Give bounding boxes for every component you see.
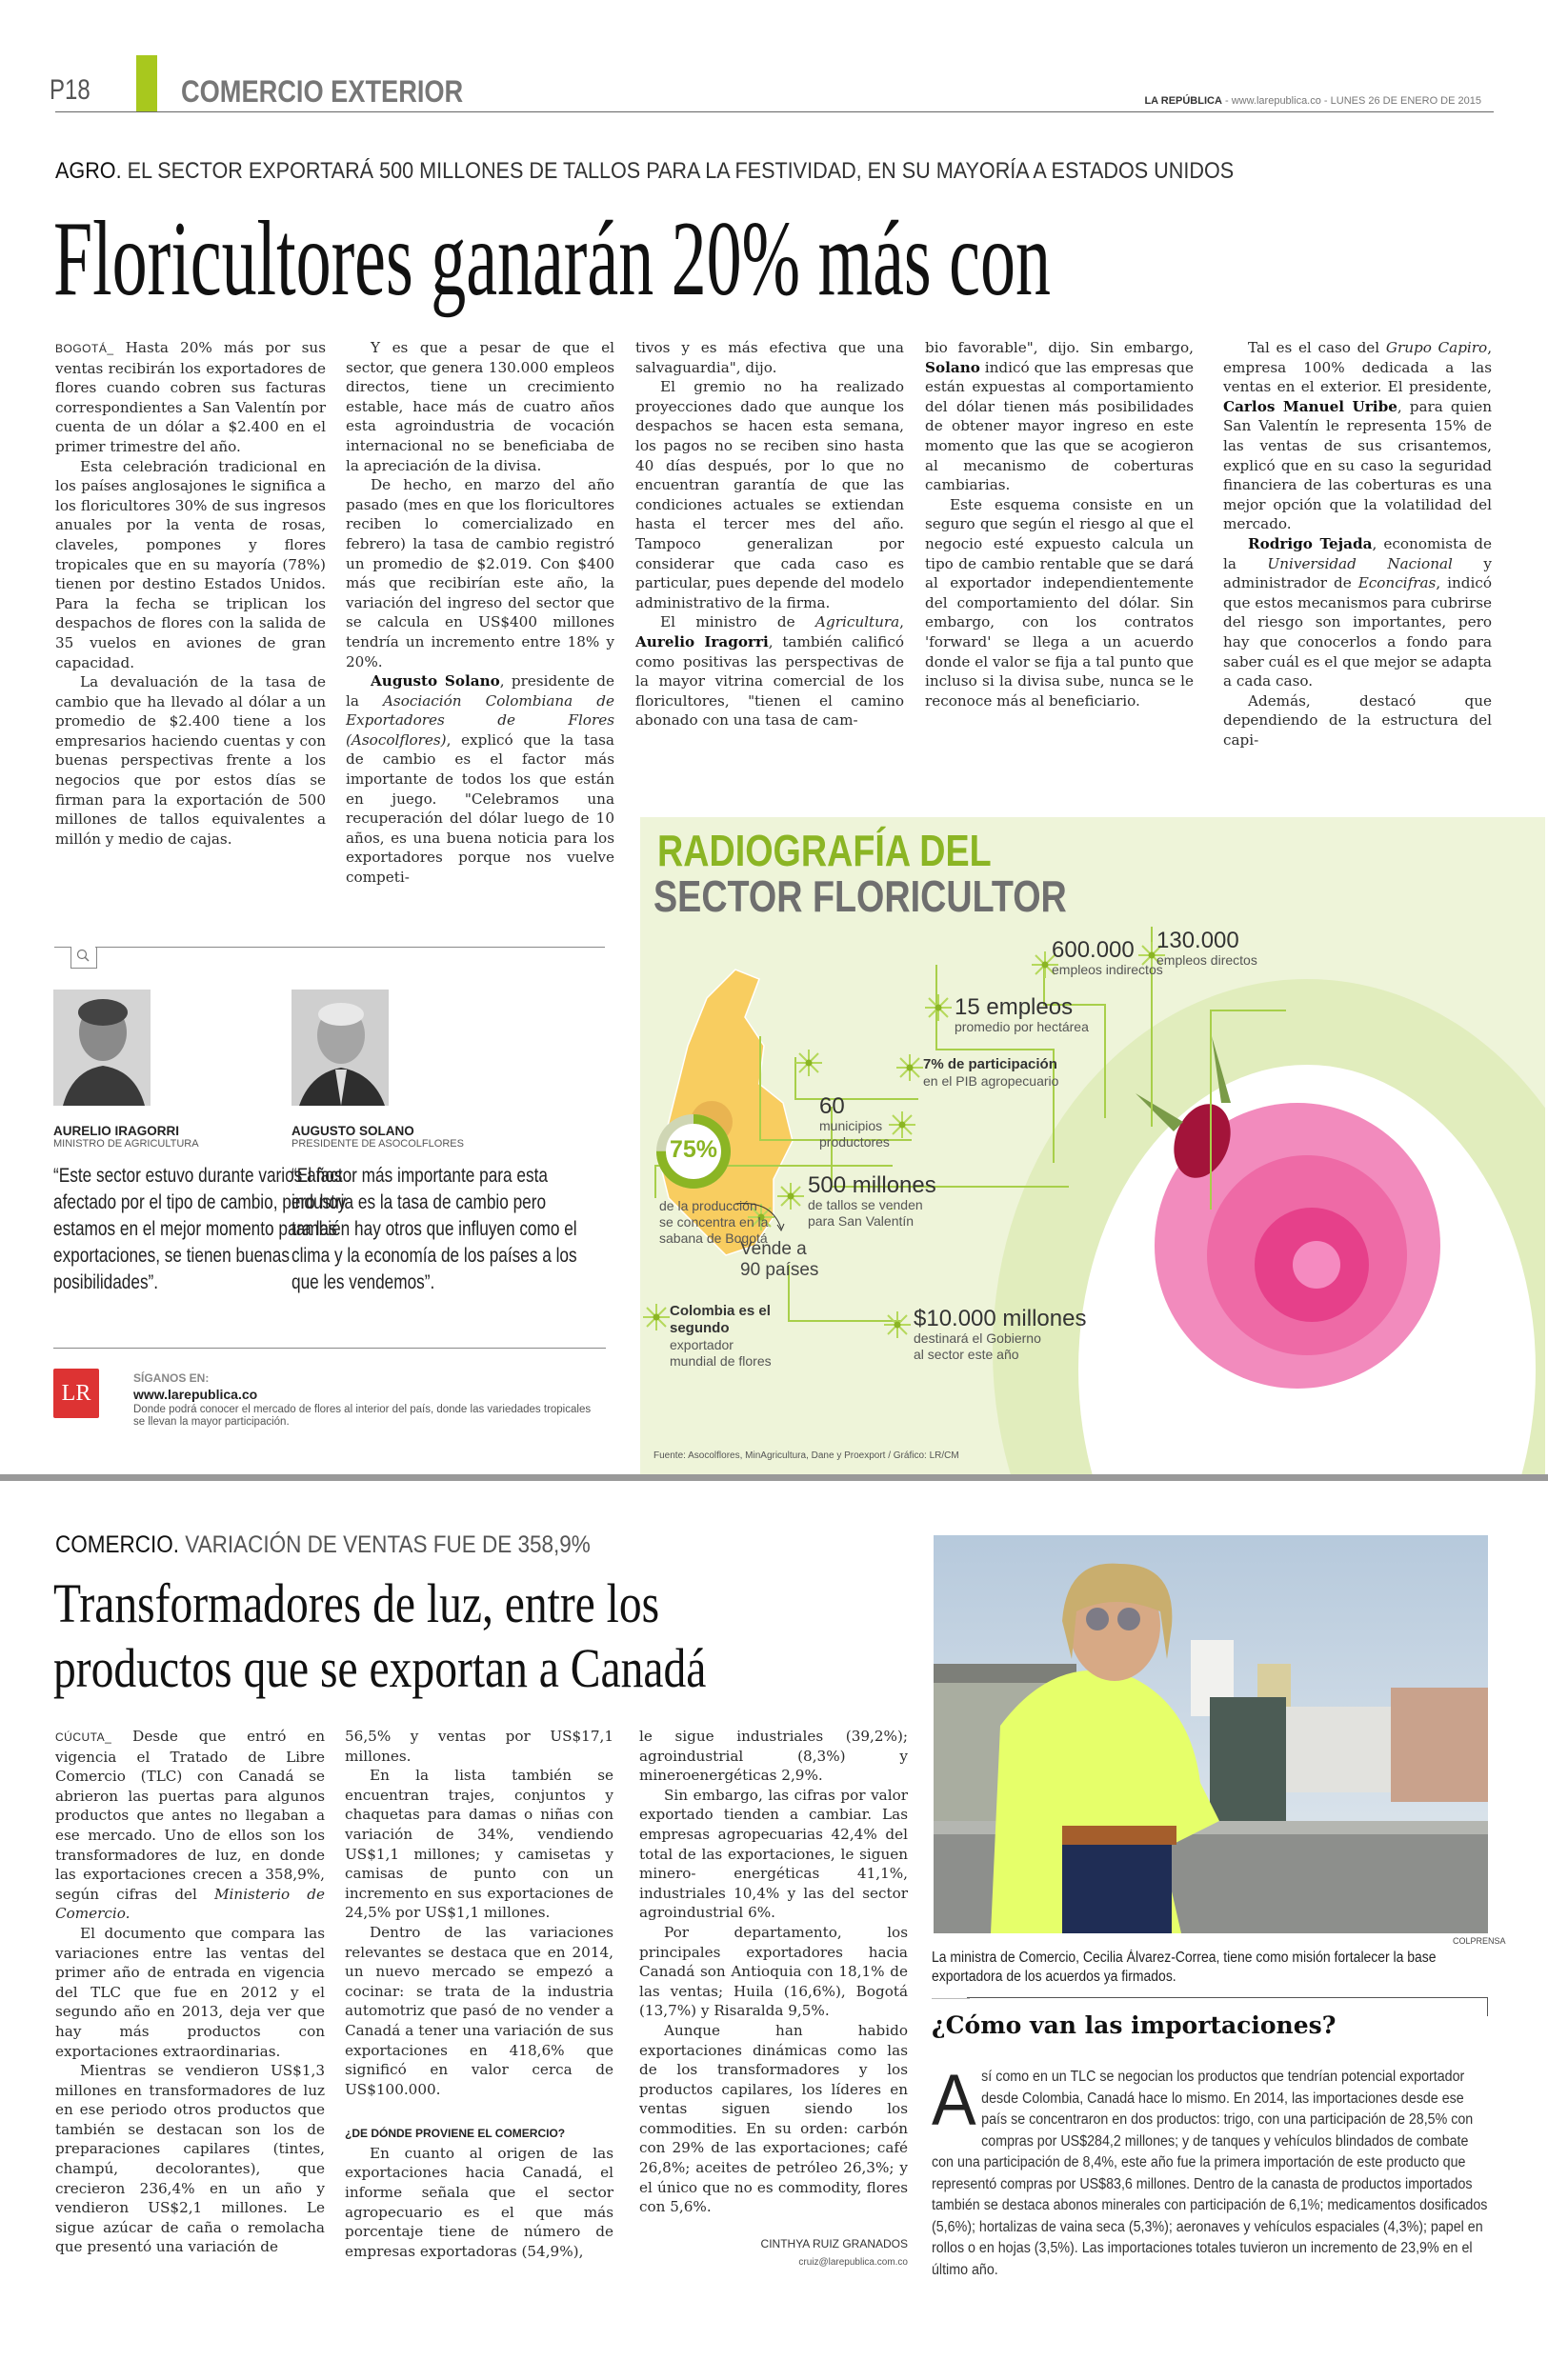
paragraph: Además, destacó que dependiendo de la estructura del capi- (1223, 691, 1492, 749)
stat-label: empleos directos (1156, 952, 1257, 968)
stat-value: 130.000 (1156, 928, 1239, 953)
stat-value: segundo (670, 1320, 730, 1336)
author-email[interactable]: cruiz@larepublica.com.co (798, 2257, 908, 2269)
article2-headline (53, 1571, 706, 1701)
article1-headline: Floricultores ganarán 20% más con (53, 200, 1051, 318)
box-rule-corner (1487, 1997, 1488, 2016)
text-run: bio favorable", dijo. Sin embargo, (925, 339, 1194, 356)
publication-meta: LA REPÚBLICA - www.larepublica.co - LUNES 26 DE ENERO DE 2015 (1144, 95, 1481, 107)
text-run: El ministro de (660, 613, 816, 631)
article2-column-2 (345, 1727, 613, 2261)
paragraph: Y es que a pesar de que el sector, que genera 130.000 empleos directos, tiene un crecimiento estable, hace más de cuatro años esta agroindustria de vocación internacional no se beneficiaba de la apreciación de la divisa. (346, 339, 614, 474)
text-run: que están expuestas al comportamiento del dólar tienen más posibilidades de obtener mayor ingreso en este momento que las que se acogieron al mecanismo de coberturas cambiarias. (925, 358, 1194, 494)
person-name: Augusto Solano (371, 672, 500, 690)
stat-value: 600.000 (1052, 937, 1135, 963)
text-run: indicó que las empresas (979, 358, 1162, 376)
paragraph: En la lista también se encuentran trajes, conjuntos y chaquetas para damas o niñas con variación de 34%, vendiendo US$1,1 millones; y camisetas y camisas de punto con un incremento en sus exportaciones de 24,5% por US$1,1 millones. (345, 1767, 613, 1922)
paragraph: Mientras se vendieron US$1,3 millones en transformadores de luz en ese periodo otros productos que también se destacan son los de preparaciones capilares (tintes, champú, decolorantes), que crecieron 236,4% en un año y vendieron US$2,1 millones. Le sigue azúcar de caña o remolacha que presentó una variación de (55, 2062, 325, 2256)
paragraph (1223, 338, 1492, 534)
photo-credit: COLPRENSA (1453, 1936, 1506, 1946)
paragraph: tivos y es más efectiva que una salvaguardia", dijo. (635, 339, 904, 376)
text-run: , presidente de la (346, 672, 614, 710)
follow-description: Donde podrá conocer el mercado de flores al interior del país, donde las variedades tropicales se llevan la mayor participación. (133, 1404, 592, 1428)
paragraph: Este esquema consiste en un seguro que según el riesgo al que el negocio esté expuesto calcula un tipo de cambio rentable que se dará al exportador independientemente del comportamiento del dólar. Sin embargo, con los contratos 'forward' se llega a un acuerdo donde el valor se fija a tal punto que incluso si la divisa sube, nunca se le reconoce más al beneficiario. (925, 495, 1194, 710)
stat-label: mundial de flores (670, 1353, 772, 1369)
stat-value: 60 (819, 1093, 845, 1119)
box-rule-left (932, 1998, 970, 1999)
connector-line (759, 1036, 761, 1141)
dropcap: A (932, 2060, 976, 2141)
stat-value: 90 países (740, 1260, 819, 1280)
connector-line (935, 1049, 1055, 1050)
paragraph: Esta celebración tradicional en los países anglosajones le significa a los floricultores 30% de sus ingresos anuales por la venta de rosas, claveles, pompones y flores tropicales que en su mayoría (78%) tienen por destino Estados Unidos. Para la fecha se triplican los despachos de flores con la salida de 35 vuelos en aviones de gran capacidad. (55, 457, 326, 671)
infographic-source: Fuente: Asocolflores, MinAgricultura, Dane y Proexport / Gráfico: LR/CM (653, 1450, 959, 1461)
quote-author-role: MINISTRO DE AGRICULTURA (53, 1138, 199, 1150)
article1-column-2 (346, 338, 614, 888)
quote-author-role: PRESIDENTE DE ASOCOLFLORES (292, 1138, 464, 1150)
quote-text: “El factor más importante para esta industria es la tasa de cambio pero también hay otros que influyen como el clima y la economía de los países a los que les vendemos”. (292, 1165, 577, 1293)
stat-value: Vende a (740, 1239, 807, 1259)
imports-body (932, 2060, 1489, 2281)
person-name: Carlos Manuel Uribe (1223, 397, 1397, 415)
stat-municipalities (819, 1095, 890, 1150)
publication-date: LUNES 26 DE ENERO DE 2015 (1330, 95, 1481, 107)
portrait-aurelio-iragorri (53, 990, 151, 1106)
stat-value: 500 millones (808, 1172, 936, 1198)
paragraph: La devaluación de la tasa de cambio que ha llevado al dólar a un promedio de $2.400 tiene a los empresarios haciendo cuentas y con buenas perspectivas frente a los negocios que por estos días se firman para la exportación de 500 millones de tallos equivalentes a millón y medio de cajas. (55, 673, 326, 848)
stat-pib-share (923, 1056, 1058, 1090)
stat-jobs-per-hectare (955, 996, 1089, 1035)
stat-label: municipios (819, 1118, 883, 1133)
page-number: P18 (50, 74, 90, 106)
follow-label: SÍGANOS EN: (133, 1371, 210, 1385)
stat-label: en el PIB agropecuario (923, 1073, 1059, 1089)
article1-column-1 (55, 338, 326, 849)
stat-value: 7% de participación (923, 1056, 1057, 1072)
stat-label: de la producción (659, 1198, 757, 1213)
photo-cecilia-alvarez-correa (934, 1535, 1488, 1933)
flower-burst-icon (883, 1310, 912, 1339)
kicker-text: VARIACIÓN DE VENTAS FUE DE 358,9% (185, 1531, 591, 1558)
box-rule (967, 1997, 1488, 1998)
quote-author-name: AUGUSTO SOLANO (292, 1124, 414, 1138)
paragraph: Dentro de las variaciones relevantes se destaca que en 2014, un nuevo mercado se empezó a cocinar: se trata de la industria automotriz que pasó de no vender a Canadá a tener una variación de sus exportaciones en 418,6% que significó en valor cerca de US$100.000. (345, 1923, 613, 2098)
headline-line: productos que se exportan a Canadá (53, 1637, 707, 1699)
imports-text: sí como en un TLC se negocian los productos que tendrían potencial exportador desde Colombia, Canadá hace lo mismo. En 2014, las importaciones desde ese país se concentraron en dos productos: trigo, con una participación de 28,5% con compras por US$284,2 millones; y de tanques y vehículos blindados de combate con una participación de 8,4%, este año fue la primera importación de este producto que representó compras por US$83,6 millones. Dentro de la canasta de productos importados también se destaca abonos minerales con participación de 6,1%; medicamentos dosificados (5,6%); hortalizas de vaina seca (5,3%); aeronaves y vehículos espaciales (4,3%); papel en rollos o en hojas (3,5%). Las importaciones totales tuvieron un incremento de 23,9% en el último año. (932, 2069, 1488, 2278)
paragraph: Por departamento, los principales exportadores hacia Canadá son Antioquia con 18,1% de las ventas; Huila (16,6%), Bogotá (13,7%) y Risaralda 9,5%. (639, 1923, 908, 2020)
section-title: COMERCIO EXTERIOR (181, 74, 464, 109)
author-name: CINTHYA RUIZ GRANADOS (760, 2236, 908, 2250)
connector-line (1210, 1010, 1286, 1011)
follow-rule (53, 1348, 606, 1349)
article2-column-3 (639, 1727, 908, 2273)
stat-label: destinará el Gobierno (914, 1330, 1041, 1346)
kicker-text: EL SECTOR EXPORTARÁ 500 MILLONES DE TALLOS PARA LA FESTIVIDAD, EN SU MAYORÍA A ESTADOS UNIDOS (127, 158, 1235, 184)
stat-value: $10.000 millones (914, 1306, 1087, 1331)
article1-kicker (55, 158, 1234, 185)
section-accent-bar (136, 55, 157, 112)
paragraph: El gremio no ha realizado proyecciones dado que aunque los despachos se hacen esta semana, los pagos no se reciben sino hasta 40 días después, por lo que no encuentran garantía de que las condiciones actuales se extiendan hasta el tercer mes del año. Tampoco generalizan por considerar que cada caso es particular, pues depende del modelo administrativo de la firma. (635, 378, 904, 611)
infographic-title-line1: RADIOGRAFÍA DEL (657, 826, 992, 875)
quotes-rule (95, 947, 605, 948)
flower-burst-icon (888, 1110, 916, 1139)
stat-label: empleos indirectos (1052, 962, 1163, 977)
headline-line: Transformadores de luz, entre los (53, 1572, 660, 1634)
curved-arrow-icon (734, 1198, 791, 1236)
stat-label: exportador (670, 1337, 734, 1352)
infographic-title-line2: SECTOR FLORICULTOR (653, 871, 1067, 921)
paragraph: En cuanto al origen de las exportaciones hacia Canadá, el informe señala que el sector agropecuario es el que más porcentaje tiene de número de empresas exportadoras (54,9%), (345, 2144, 613, 2260)
publication-name: LA REPÚBLICA (1144, 95, 1222, 107)
dateline: BOGOTÁ_ (55, 342, 114, 355)
portrait-augusto-solano (292, 990, 389, 1106)
stat-label: al sector este año (914, 1347, 1019, 1362)
stat-value: Colombia es el (670, 1303, 771, 1319)
imports-title: ¿Cómo van las importaciones? (932, 2011, 1337, 2039)
text-run: Tal es el caso del (1248, 339, 1380, 356)
text-run: Desde que entró en vigencia el Tratado de Libre Comercio (TLC) con Canadá se abrieron las puertas para algunos productos que antes no llegaban a ese mercado. Uno de ellos son los transformadores de luz, en donde las exportaciones crecen a 358,9%, según cifras del (55, 1728, 325, 1903)
article1-column-5 (1223, 338, 1492, 750)
stat-label: de tallos se venden (808, 1197, 923, 1212)
stat-label: productores (819, 1134, 890, 1150)
paragraph: Hasta 20% más por sus ventas recibirán los exportadores de flores cuando cobren sus facturas correspondientes a San Valentín por cuenta de un dólar a $2.400 en el primer trimestre del año. (55, 339, 326, 455)
article2-subhead: ¿DE DÓNDE PROVIENE EL COMERCIO? (345, 2127, 566, 2141)
person-name: Aurelio Iragorri (635, 632, 769, 650)
paragraph: 56,5% y ventas por US$17,1 millones. (345, 1728, 613, 1765)
follow-link[interactable]: www.larepublica.co (133, 1387, 258, 1402)
stat-label: promedio por hectárea (955, 1019, 1089, 1034)
stat-indirect-jobs (1052, 939, 1163, 978)
stat-government-funding (914, 1308, 1086, 1363)
text-run: , indicó que estos mecanismos para cubrirse del riesgo son importantes, pero hay que conocerlos a fondo para saber cuál es el que mejor se adapta a cada caso. (1223, 574, 1492, 690)
paragraph: Sin embargo, las cifras por valor exportado tienden a cambiar. Las empresas agropecuarias 42,4% del total de las exportaciones, le siguen minero- energéticas 41,1%, industriales 10,4% y las del sector agroindustrial 6%. (639, 1786, 908, 1922)
flower-burst-icon (895, 1053, 924, 1082)
search-icon[interactable] (70, 947, 97, 969)
paragraph: le sigue industriales (39,2%); agroindustrial (8,3%) y mineroenergéticas 2,9%. (639, 1728, 908, 1785)
person-name: Solano (925, 358, 980, 376)
dateline: CÚCUTA_ (55, 1730, 112, 1744)
flower-burst-icon (794, 1049, 823, 1077)
paragraph: Aunque han habido exportaciones dinámicas como las de los transformadores y los productos capilares, los líderes en ventas siguen siendo los commodities. En su orden: carbón con 29% de las exportaciones; café 26,8%; aceites de petróleo 26,3%; y el único que no es commodity, flores con 5,6%. (639, 2021, 908, 2216)
paragraph: El ministro de Agricultura, Aurelio Iragorri, también calificó como positivas las perspectivas de la mayor vitrina comercial de los floricultores, "tienen el camino abonado con una tasa de cam- (635, 613, 904, 730)
stat-direct-jobs (1156, 930, 1257, 969)
quote-text: “Este sector estuvo durante varios años afectado por el tipo de cambio, pero hoy estamos en el mejor momento para las exportaciones, se tienen buenas posibilidades”. (53, 1165, 347, 1293)
article2-kicker (55, 1531, 591, 1559)
flower-burst-icon (924, 993, 953, 1022)
kicker-label: AGRO. (55, 158, 122, 184)
stat-value: 15 empleos (955, 994, 1074, 1020)
person-name: Rodrigo Tejada (1248, 534, 1373, 552)
connector-line (1104, 1004, 1106, 1118)
org-name: Ministerio de Comercio. (55, 1885, 325, 1923)
article1-column-3 (635, 338, 904, 730)
header-rule (55, 111, 1494, 112)
stat-label: se concentra en la (659, 1214, 769, 1230)
publication-website[interactable]: www.larepublica.co (1231, 95, 1321, 107)
text-run: , empresa 100% dedicada a las ventas en el exterior. El presidente, (1223, 339, 1493, 396)
infographic-radiografia (640, 817, 1545, 1477)
stat-stems (808, 1174, 936, 1230)
stat-colombia-rank (670, 1303, 772, 1370)
text-run: , economista de la (1223, 534, 1493, 572)
photo-caption: La ministra de Comercio, Cecilia Álvarez-Correa, tiene como misión fortalecer la base exportadora de los acuerdos ya firmados. (932, 1950, 1437, 1985)
org-name: Agricultura (815, 613, 900, 631)
flower-burst-icon (642, 1303, 671, 1331)
text-run: , también calificó como positivas las perspectivas de la mayor vitrina comercial de los floricultores, "tienen el camino abonado con una tasa de cam- (635, 632, 904, 730)
org-name: Econcifras (1357, 574, 1437, 592)
org-name: Asociación Colombiana de Exportadores de Flores (Asocolflores) (346, 691, 614, 749)
quote-2 (292, 1124, 663, 1296)
paragraph: El documento que compara las variaciones entre las ventas del primer año de entrada en vigencia del TLC que fue en 2012 y el segundo año en 2013, deja ver que hay más productos con exportaciones extraordinarias. (55, 1924, 325, 2060)
stat-countries (740, 1239, 818, 1281)
stat-label: para San Valentín (808, 1213, 915, 1229)
org-name: Grupo Capiro (1385, 339, 1488, 356)
paragraph (925, 338, 1194, 495)
quote-author-name: AURELIO IRAGORRI (53, 1124, 180, 1138)
lr-logo: LR (53, 1369, 99, 1418)
article1-column-4 (925, 338, 1194, 710)
paragraph (346, 671, 614, 888)
savana-share-value: 75% (669, 1136, 718, 1163)
section-divider (0, 1474, 1548, 1481)
text-run: , para quien San Valentín le representa 15% de las ventas de sus crisantemos, explicó que en su caso la seguridad financiera de las coberturas es una mejor opción que la volatilidad del mercado. (1223, 397, 1492, 533)
text-run: , explicó que la tasa de cambio es el factor más importante de todos los que están en juego. "Celebramos una recuperación del dólar luego de 10 años, es una buena noticia para los exportadores porque nos vuelve competi- (346, 730, 614, 887)
org-name: Universidad Nacional (1267, 554, 1453, 572)
article2-column-1 (55, 1727, 325, 2257)
text-run: y administrador de (1223, 554, 1492, 592)
paragraph (1223, 534, 1492, 691)
connector-line (1210, 1010, 1212, 1210)
stat-label: sabana de Bogotá (659, 1230, 768, 1246)
paragraph: De hecho, en marzo del año pasado (mes en que los floricultores reciben lo comercializado en febrero) la tasa de cambio registró un promedio de $2.019. Con $400 más que recibirían este año, la variación del ingreso del sector que se calcula en US$400 millones tendría un incremento entre 18% y 20%. (346, 476, 614, 670)
kicker-label: COMERCIO. (55, 1531, 180, 1558)
